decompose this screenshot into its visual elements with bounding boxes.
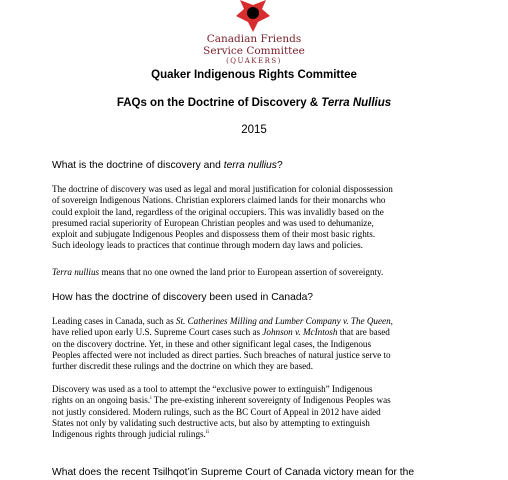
document-year: 2015 xyxy=(241,124,267,136)
question-heading-1: What is the doctrine of discovery and terra nullius? xyxy=(52,160,283,171)
footnote-marker-i: i xyxy=(150,395,152,402)
document-subtitle: FAQs on the Doctrine of Discovery & Terra Nullius xyxy=(116,97,392,109)
question-heading-3: What does the recent Tsilhqot’in Supreme Court of Canada victory mean for the xyxy=(52,467,415,478)
question-heading-2: How has the doctrine of discovery been used in Canada? xyxy=(52,292,314,303)
paragraph-extinguish-rights: Discovery was used as a tool to attempt the “exclusive power to extinguish” Indigenous rights on an ongoing basis.$^i$ The pre-existing inherent sovereignty of Indigenous Peoples was not justly considered. Modern rulings, such as the BC Court of Appeal in 2012 have aided States not only by validating such destructive acts, but also by attempting to extinguish Indigenous rights through judicial rulings.$^{ii}$ xyxy=(52,384,391,440)
paragraph-canada-cases: Leading cases in Canada, such as St. Catherines Milling and Lumber Company v. The Queen, have relied upon early U.S. Supreme Court cases such as Johnson v. McIntosh that are based on the discovery doctrine. Yet, in these and other significant legal cases, the Indigenous Peoples affected were not included as direct parties. Such breaches of natural justice serve to further discredit these rulings and the doctrine on which they are based. xyxy=(52,316,393,372)
document-title: Quaker Indigenous Rights Committee xyxy=(151,69,357,81)
org-name-line3: (QUAKERS) xyxy=(226,57,282,65)
org-name-line1: Canadian Friends xyxy=(206,33,302,45)
paragraph-terra-nullius: Terra nullius means that no one owned the land prior to European assertion of sovereignty. xyxy=(52,267,384,277)
footnote-marker-ii: ii xyxy=(205,429,209,436)
org-name-line2: Service Committee xyxy=(203,45,305,57)
paragraph-doctrine-definition: The doctrine of discovery was used as legal and moral justification for colonial dispossession of sovereign Indigenous Nations. Christian explorers claimed lands for their monarchs who could exploit the land, regardless of the original occupiers. This was invalidly based on the presumed racial superiority of European Christian peoples and was used to dehumanize, exploit and subjugate Indigenous Peoples and dispossess them of their most basic rights. Such ideology leads to practices that continue through modern day laws and policies. xyxy=(52,184,393,251)
star-logo-icon xyxy=(222,0,284,32)
